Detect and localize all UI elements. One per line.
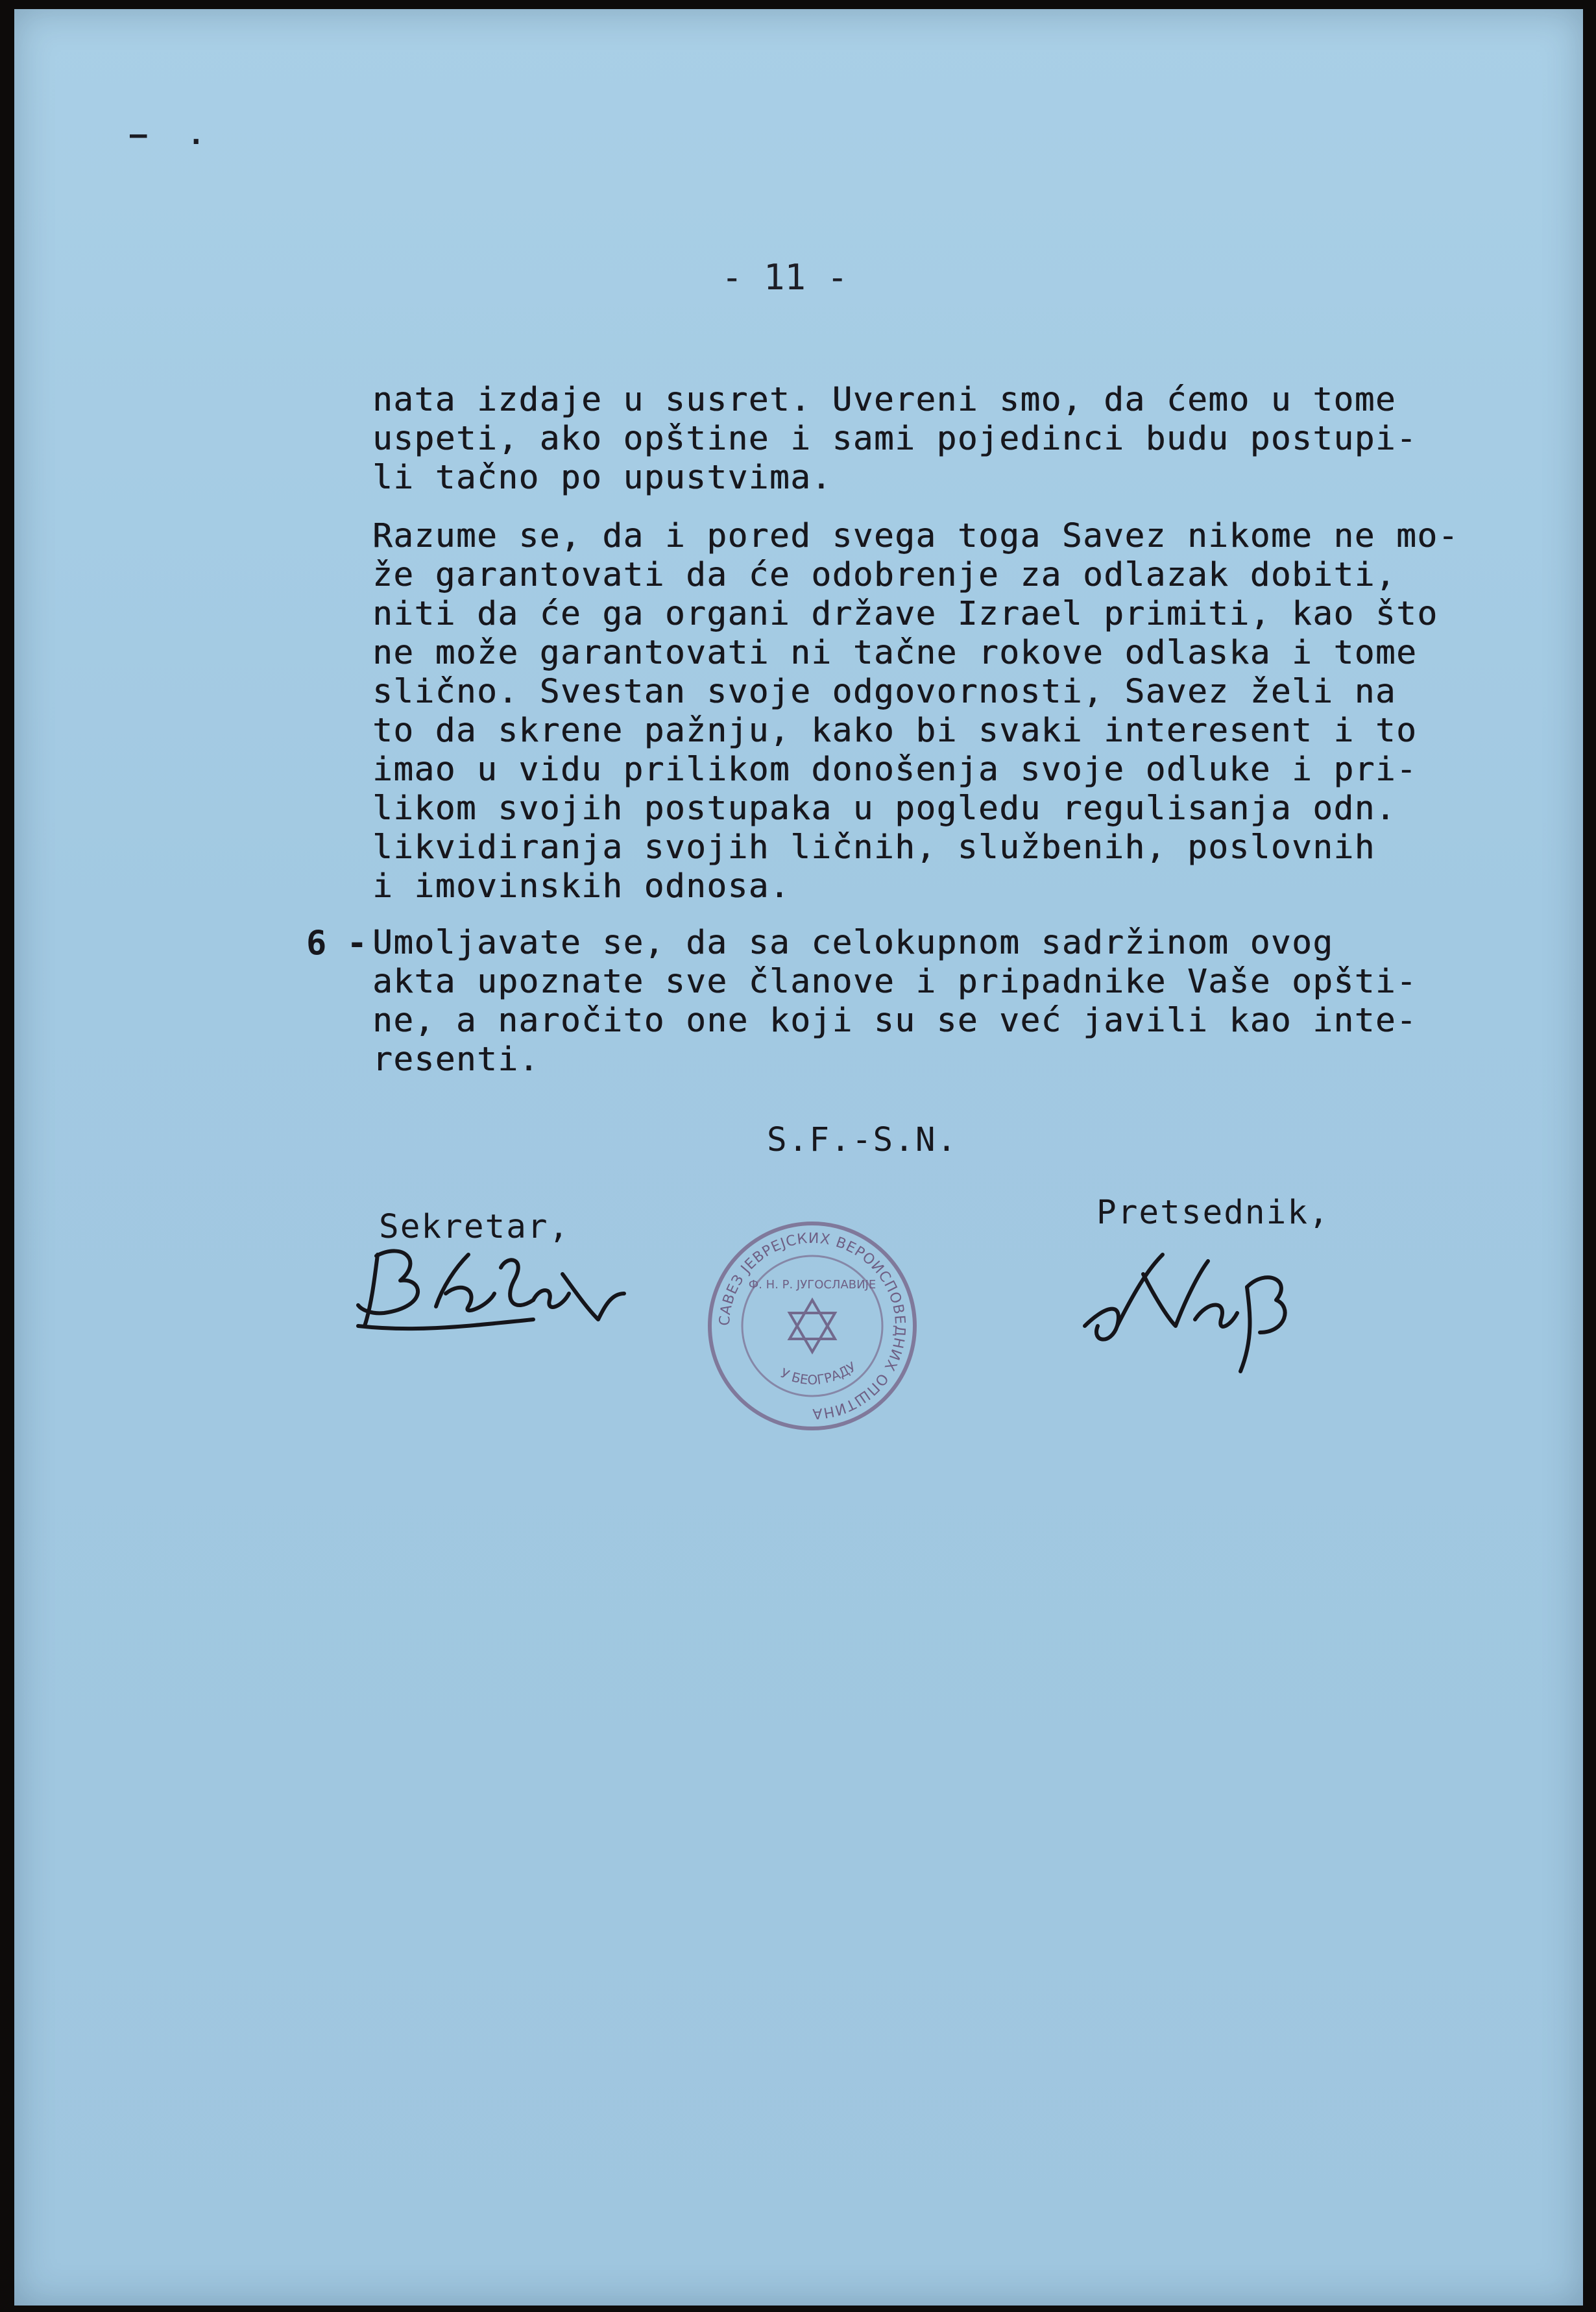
president-signature bbox=[1072, 1229, 1318, 1384]
body-line: i imovinskih odnosa. bbox=[372, 867, 791, 906]
body-line: li tačno po upustvima. bbox=[372, 459, 832, 497]
star-of-david-icon bbox=[790, 1300, 835, 1352]
svg-text:У БЕОГРАДУ bbox=[779, 1359, 859, 1388]
body-line: že garantovati da će odobrenje za odlazak dobiti, bbox=[372, 556, 1397, 594]
body-line: slično. Svestan svoje odgovornosti, Savez želi na bbox=[372, 673, 1397, 711]
body-line: akta upoznate sve članove i pripadnike Vaše opšti- bbox=[372, 963, 1418, 1001]
official-stamp bbox=[702, 1216, 923, 1436]
secretary-label: Sekretar, bbox=[379, 1208, 570, 1246]
top-edge-mark: — . bbox=[130, 118, 217, 151]
body-line: likom svojih postupaka u pogledu regulisanja odn. bbox=[372, 789, 1397, 828]
body-line: to da skrene pažnju, kako bi svaki interesent i to bbox=[372, 712, 1418, 750]
body-line: Razume se, da i pored svega toga Savez nikome ne mo- bbox=[372, 517, 1459, 555]
body-line: resenti. bbox=[372, 1041, 540, 1079]
stamp-ring-text: САВЕЗ ЈЕВРЕЈСКИХ ВЕРОИСПОВЕДНИХ ОПШТИНА bbox=[716, 1230, 908, 1422]
body-line: uspeti, ako opštine i sami pojedinci budu postupi- bbox=[372, 420, 1418, 458]
svg-text:САВЕЗ ЈЕВРЕЈСКИХ ВЕРОИСПОВЕДНИ bbox=[717, 1231, 908, 1421]
secretary-signature bbox=[339, 1229, 650, 1345]
item-number: 6 - bbox=[306, 924, 367, 963]
stamp-inner-text: Ф. Н. Р. ЈУГОСЛАВИЈЕ bbox=[748, 1278, 877, 1292]
president-label: Pretsednik, bbox=[1096, 1194, 1330, 1232]
body-line: ne može garantovati ni tačne rokove odlaska i tome bbox=[372, 634, 1418, 672]
body-line: niti da će ga organi države Izrael primiti, kao što bbox=[372, 595, 1438, 633]
body-line: ne, a naročito one koji su se već javili kao inte- bbox=[372, 1002, 1418, 1040]
page-number: - 11 - bbox=[721, 257, 849, 298]
body-line: Umoljavate se, da sa celokupnom sadržinom ovog bbox=[372, 924, 1334, 962]
reference-initials: S.F.-S.N. bbox=[767, 1121, 958, 1159]
body-line: likvidiranja svojih ličnih, službenih, poslovnih bbox=[372, 828, 1375, 867]
stamp-city-text: У БЕОГРАДУ bbox=[778, 1358, 859, 1388]
body-line: nata izdaje u susret. Uvereni smo, da ćemo u tome bbox=[372, 381, 1397, 419]
document-page bbox=[14, 9, 1583, 2306]
body-line: imao u vidu prilikom donošenja svoje odluke i pri- bbox=[372, 751, 1418, 789]
